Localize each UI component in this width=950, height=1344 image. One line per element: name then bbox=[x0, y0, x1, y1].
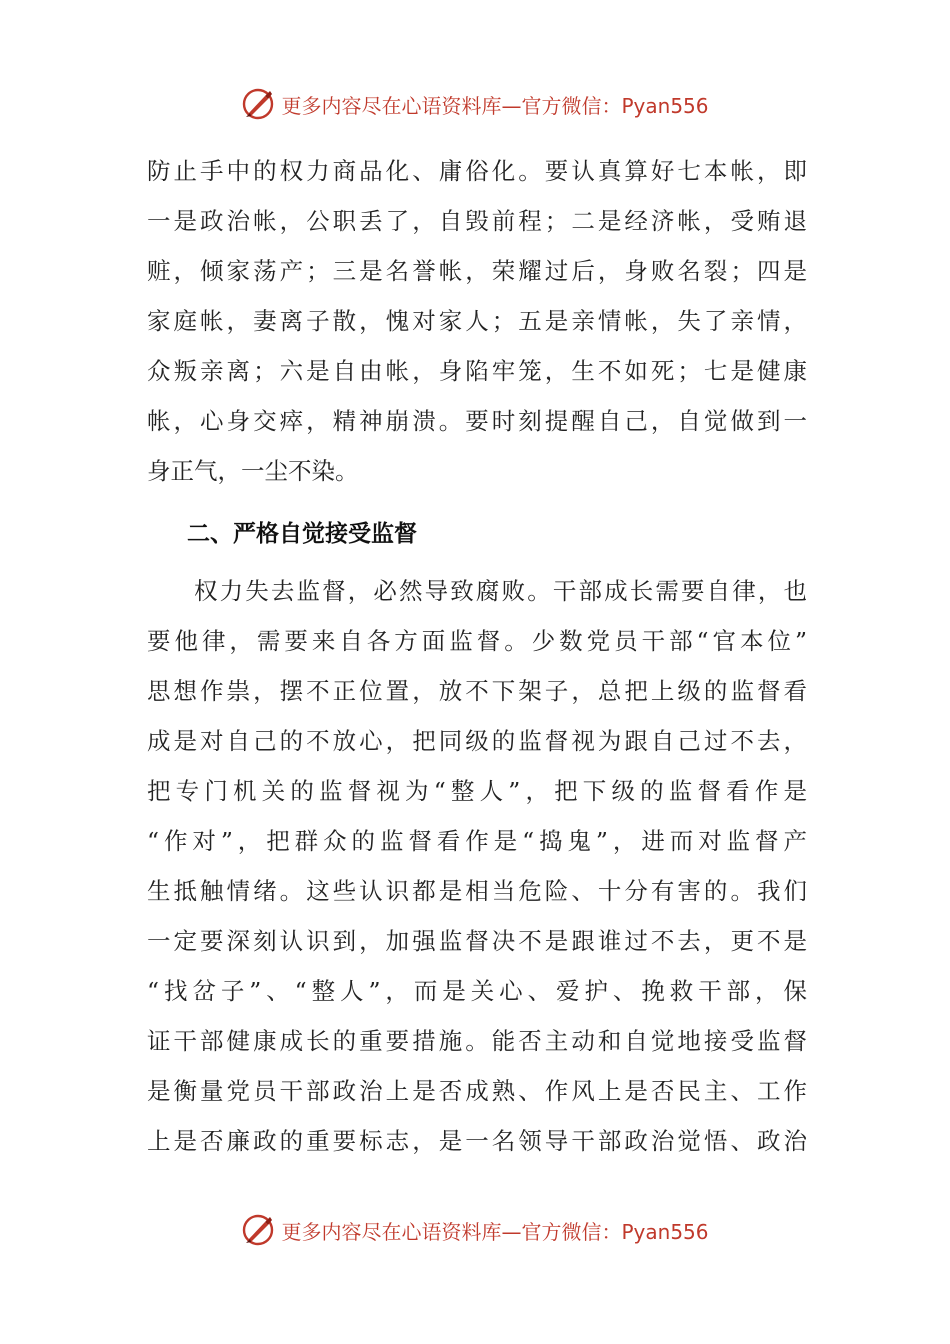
text-line: “作对”，把群众的监督看作是“捣鬼”，进而对监督产 bbox=[147, 827, 807, 855]
text-line: 是衡量党员干部政治上是否成熟、作风上是否民主、工作 bbox=[147, 1077, 807, 1105]
text-line: 一定要深刻认识到，加强监督决不是跟谁过不去，更不是 bbox=[147, 927, 807, 955]
text-line: 众叛亲离；六是自由帐，身陷牢笼，生不如死；七是健康 bbox=[147, 357, 807, 385]
text-line: 上是否廉政的重要标志，是一名领导干部政治觉悟、政治 bbox=[147, 1127, 807, 1155]
banner-slogan: 更多内容尽在心语资料库—官方微信： bbox=[281, 1219, 622, 1244]
text-line: “找岔子”、“整人”，而是关心、爱护、挽救干部，保 bbox=[147, 977, 807, 1005]
header-banner bbox=[0, 82, 950, 126]
text-line: 把专门机关的监督视为“整人”，把下级的监督看作是 bbox=[147, 777, 807, 805]
text-line: 要他律，需要来自各方面监督。少数党员干部“官本位” bbox=[147, 627, 807, 655]
footer-banner bbox=[0, 1208, 950, 1252]
paragraph-1 bbox=[147, 146, 807, 496]
wechat-id: Pyan556 bbox=[621, 93, 709, 118]
text-line: 成是对自己的不放心，把同级的监督视为跟自己过不去， bbox=[147, 727, 807, 755]
wechat-id: Pyan556 bbox=[621, 1219, 709, 1244]
banner-text bbox=[281, 90, 708, 119]
banner-slogan: 更多内容尽在心语资料库—官方微信： bbox=[281, 93, 622, 118]
document-body bbox=[147, 146, 807, 1166]
text-line: 身正气，一尘不染。 bbox=[147, 457, 359, 485]
text-line: 证干部健康成长的重要措施。能否主动和自觉地接受监督 bbox=[147, 1027, 807, 1055]
text-line: 防止手中的权力商品化、庸俗化。要认真算好七本帐，即 bbox=[147, 157, 807, 185]
section-heading: 二、严格自觉接受监督 bbox=[187, 521, 417, 547]
paragraph-2 bbox=[147, 566, 807, 1166]
text-line: 帐，心身交瘁，精神崩溃。要时刻提醒自己，自觉做到一 bbox=[147, 407, 807, 435]
text-line: 思想作祟，摆不正位置，放不下架子，总把上级的监督看 bbox=[147, 677, 807, 705]
pen-logo-icon bbox=[241, 1213, 275, 1247]
pen-logo-icon bbox=[241, 87, 275, 121]
banner-text bbox=[281, 1216, 708, 1245]
text-line: 权力失去监督，必然导致腐败。干部成长需要自律，也 bbox=[194, 577, 807, 605]
text-line: 生抵触情绪。这些认识都是相当危险、十分有害的。我们 bbox=[147, 877, 807, 905]
text-line: 家庭帐，妻离子散，愧对家人；五是亲情帐，失了亲情， bbox=[147, 307, 807, 335]
text-line: 一是政治帐，公职丢了，自毁前程；二是经济帐，受贿退 bbox=[147, 207, 807, 235]
text-line: 赃，倾家荡产；三是名誉帐，荣耀过后，身败名裂；四是 bbox=[147, 257, 807, 285]
